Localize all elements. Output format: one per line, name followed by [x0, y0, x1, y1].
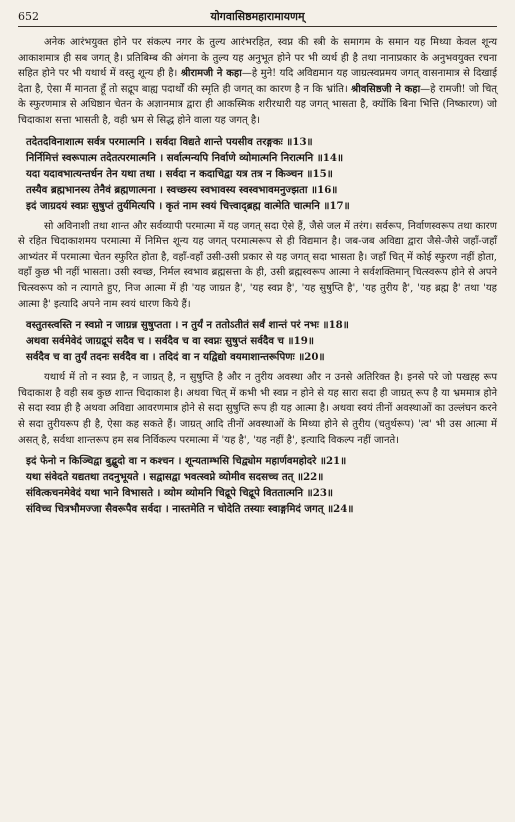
verse-block-1 — [26, 134, 497, 214]
verse-line: यदा यदावभात्यन्तर्धन तेन यथा तथा । सर्वदा न कदाचिद्वा यत्र तत्र न किञ्चन ॥15॥ — [26, 167, 333, 180]
verse-line: यथा संवेदते यद्यतथा तदनुभूयते । सद्वासद्वा भवत्स्वप्ने व्योमीव सदसच्च तत् ॥22॥ — [26, 471, 324, 484]
verse-block-3 — [26, 453, 497, 517]
verse-line: इदं जाग्रदयं स्वप्नः सुषुप्तं तुर्यमित्यपि । कृतं नाम स्वयं चित्त्वाद्ब्रह्म वात्मेति चात्मनि ॥17॥ — [26, 199, 350, 212]
speaker-label: श्रीवसिष्ठजी ने कहा — [351, 83, 421, 95]
verse-block-2 — [26, 317, 497, 365]
verse-line: निर्निमित्तं स्वरूपात्म तदेतत्परमात्मनि । सर्वात्मन्यपि निर्वाणे व्योमात्मनि निरात्मनि ॥14॥ — [26, 151, 344, 164]
verse-line: सर्वदैव च वा तुर्यं तदनः सर्वदैव वा । तदिदं वा न यद्विद्यो वयमाशान्तरूपिणः ॥20॥ — [26, 351, 325, 364]
speaker-label: श्रीरामजी ने कहा — [180, 68, 242, 80]
verse-line: तदेतदविनाशात्म सर्वत्र परमात्मनि । सर्वदा विद्यते शान्ते पयसीव तरङ्गकः ॥13॥ — [26, 135, 313, 148]
prose-text: यथार्थ में तो न स्वप्न है, न जाग्रत् है, न सुषुप्ति है और न तुरीय अवस्था और न उनसे अतिरिक्त है। इनसे परे जो पखह्ह रूप चिदाकाश है वही सब कुछ शान्त चिदाकाश है। अथवा चित् में कभी भी स्वप्न न होने से यह सारा सदा ही जाग्रत् रूप है या भ्रममात्र होने से सदा स्वप्न ही है अथवा अविद्या आवरणमात्र होने से सदा सुषुप्ति रूप ही यह आत्मा है। अथवा स्वयं तीनों अवस्थाओं का उल्लंघन करने से सदा तुरीयरूप ही है, ऐसा कह सकते हैं। जाग्रत् आदि तीनों अवस्थाओं के मिथ्या होने से तुरीय (चतुर्थरूप) 'त्व' भी उस आत्मा में असत् है, सर्वथा शान्तरूप हम सब निर्विकल्प परमात्मा में 'यह है', 'यह नहीं है', इत्यादि विकल्प नहीं जानते। — [18, 372, 497, 446]
verse-line: संविच्च चित्रभौमज्जा सैवरूपैव सर्वदा । नास्तमेति न चोदेति तस्याः स्वाङ्गमिदं जगत् ॥24॥ — [26, 503, 354, 516]
prose-text: अनेक आरंभयुक्त होने पर संकल्प नगर के तुल्य आरंभरहित, स्वप्न की स्त्री के समागम के समान यह मिथ्या केवल शून्य आकाशमात्र ही सब जगत् है। प्रतिबिम्ब की अंगना के तुल्य यह अनुभूत होने पर भी व्यर्थ ही है तथा नानाप्रकार के अनुभवयुक्त रचना सहित होने पर भी यथार्थ में वस्तु शून्य ही है। — [18, 37, 497, 80]
page-header — [18, 10, 497, 27]
prose-text: —हे मुने! यदि अविद्यमान यह जाग्रत्स्वप्नमय जगत् वासनामात्र से दिखाई देता है, ऐसा मैं मानता हूँ तो सद्रूप बाह्य पदार्थों की स्मृति ही जगत् का कारण है न कि भ्रांति। — [18, 68, 497, 95]
prose-paragraph-3 — [18, 370, 497, 448]
page-number: 652 — [18, 10, 39, 23]
verse-line: वस्तुतस्त्वस्ति न स्वप्नो न जाग्रन्न सुषुप्तता । न तुर्यं न ततोऽतीतं सर्वं शान्तं परं नभः ॥18॥ — [26, 319, 349, 332]
verse-line: संवित्कचनमेवेदं यथा भाने विभासते । व्योम व्योमनि चिद्रूपे चिद्रूपे विततात्मनि ॥23॥ — [26, 487, 334, 500]
verse-line: अथवा सर्वमेवेदं जाग्रद्रूपं सदैव च । सर्वदैव च वा स्वप्नः सुषुप्तं सर्वदैव च ॥19॥ — [26, 335, 314, 348]
prose-text: —हे रामजी! जो चित् के स्फुरणमात्र से अधिष्ठान चेतन के अज्ञानमात्र द्वारा ही आकस्मिक शरीरधारी यह जगत् भासता है, क्योंकि बिना भित्ति (निष्कारण) जो चिदाकाश सत्ता भासती है, वही भ्रम से सिद्ध होने वाला यह जगत् है। — [18, 83, 498, 126]
prose-paragraph-1 — [18, 35, 497, 129]
prose-paragraph-2 — [18, 219, 497, 313]
running-title: योगवासिष्ठमहारामायणम् — [210, 10, 305, 23]
prose-text: सो अविनाशी तथा शान्त और सर्वव्यापी परमात्मा में यह जगत् सदा ऐसे हैं, जैसे जल में तरंग। सर्वरूप, निर्वाणस्वरूप तथा कारण से रहित चिदाकाशमय परमात्मा में निमित्त शून्य यह जगत् परमात्मरूप से ही विद्यमान है। जब-जब अविद्या द्वारा जैसे-जैसे जहाँ-जहाँ आभ्यंतर में परमात्मा चेतन स्फुरित होता है, वहाँ-वहाँ उसी-उसी प्रकार से यह जगत् सदा भासता है। जहाँ चित् में कोई स्फुरण नहीं होता, वहाँ कुछ भी नहीं भासता। उसी स्वच्छ, निर्मल स्वभाव ब्रह्मसत्ता के ही, उसी ब्रह्मस्वरूप आत्मा ने सर्वशक्तिमान् चित्स्वरूप होने से अपने चित्स्वरूप को न त्यागते हुए, निज आत्मा में ही 'यह जाग्रत है', 'यह स्वप्न है', 'यह सुषुप्ति है', 'यह तुरीय है', 'यह ब्रह्म है' तथा 'यह आत्मा है' इत्यादि अपने नाम स्वयं धारण किये हैं। — [18, 220, 497, 310]
verse-line: तस्यैव ब्रह्मभानस्य तेनैवं ब्रह्मणात्मना । स्वच्छस्य स्वभावस्य स्वस्वभावमनुज्झता ॥16॥ — [26, 183, 338, 196]
verse-line: इदं फेनो न किञ्चिद्वा बुद्बुदो वा न कश्चन । शून्यताम्भसि चिद्व्योम महार्णवमहोदरे ॥21॥ — [26, 455, 347, 468]
